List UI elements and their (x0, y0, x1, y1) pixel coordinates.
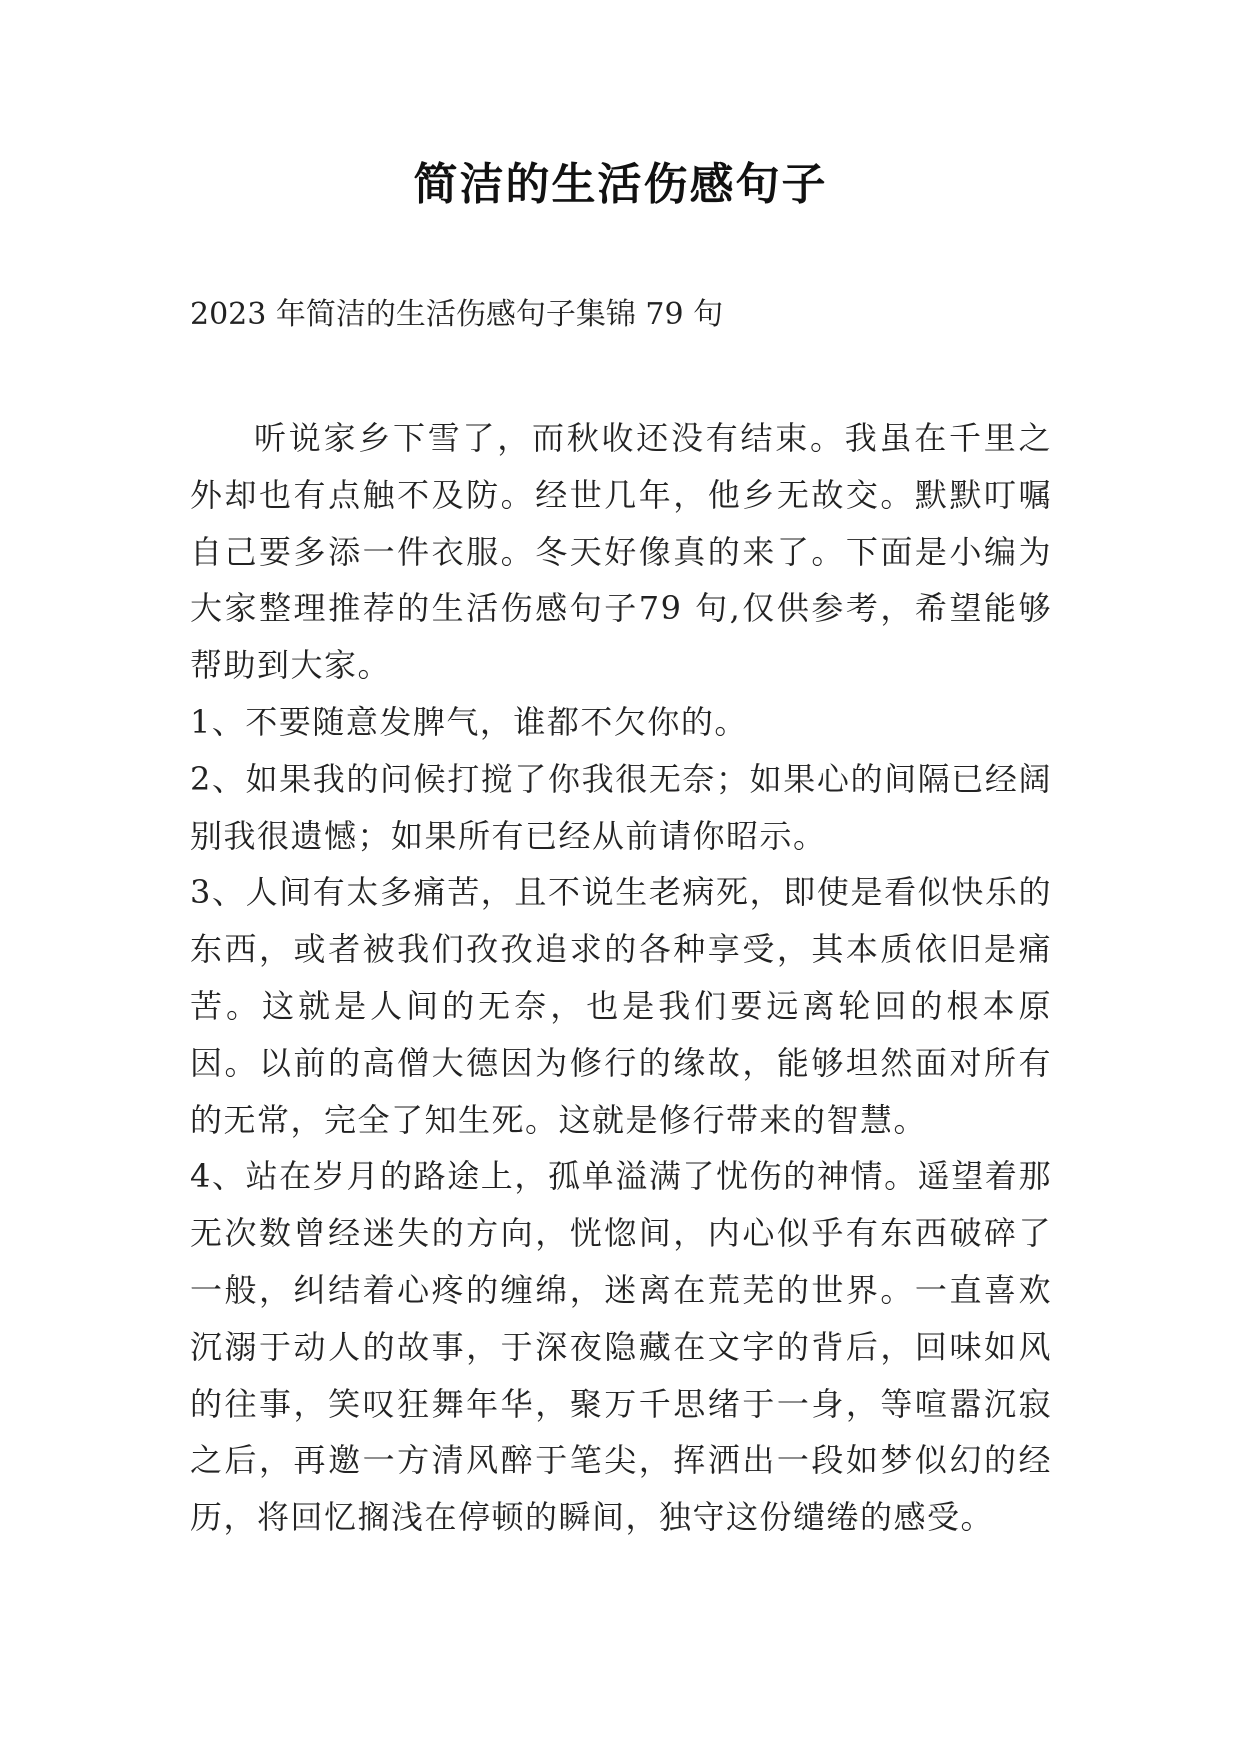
document-subtitle: 2023 年简洁的生活伤感句子集锦 79 句 (190, 297, 724, 332)
document-title: 简洁的生活伤感句子 (413, 159, 828, 210)
list-item: 4、站在岁月的路途上，孤单溢满了忧伤的神情。遥望着那无次数曾经迷失的方向，恍惚间，内心似乎有东西破碎了一般，纠结着心疼的缠绵，迷离在荒芜的世界。一直喜欢沉溺于动人的故事，于深夜隐藏在文字的背后，回味如风的往事，笑叹狂舞年华，聚万千思绪于一身，等喧嚣沉寂之后，再邀一方清风醉于笔尖，挥洒出一段如梦似幻的经历，将回忆搁浅在停顿的瞬间，独守这份缱绻的感受。 (190, 1157, 1052, 1537)
document-body (190, 410, 1052, 1546)
list-item: 2、如果我的问候打搅了你我很无奈；如果心的间隔已经阔别我很遗憾；如果所有已经从前请你昭示。 (190, 759, 1052, 855)
list-item: 3、人间有太多痛苦，且不说生老病死，即使是看似快乐的东西，或者被我们孜孜追求的各种享受，其本质依旧是痛苦。这就是人间的无奈，也是我们要远离轮回的根本原因。以前的高僧大德因为修行的缘故，能够坦然面对所有的无常，完全了知生死。这就是修行带来的智慧。 (190, 873, 1052, 1139)
list-item: 1、不要随意发脾气，谁都不欠你的。 (190, 702, 748, 741)
intro-paragraph: 听说家乡下雪了，而秋收还没有结束。我虽在千里之外却也有点触不及防。经世几年，他乡无故交。默默叮嘱自己要多添一件衣服。冬天好像真的来了。下面是小编为大家整理推荐的生活伤感句子79 句,仅供参考，希望能够帮助到大家。 (190, 419, 1052, 685)
